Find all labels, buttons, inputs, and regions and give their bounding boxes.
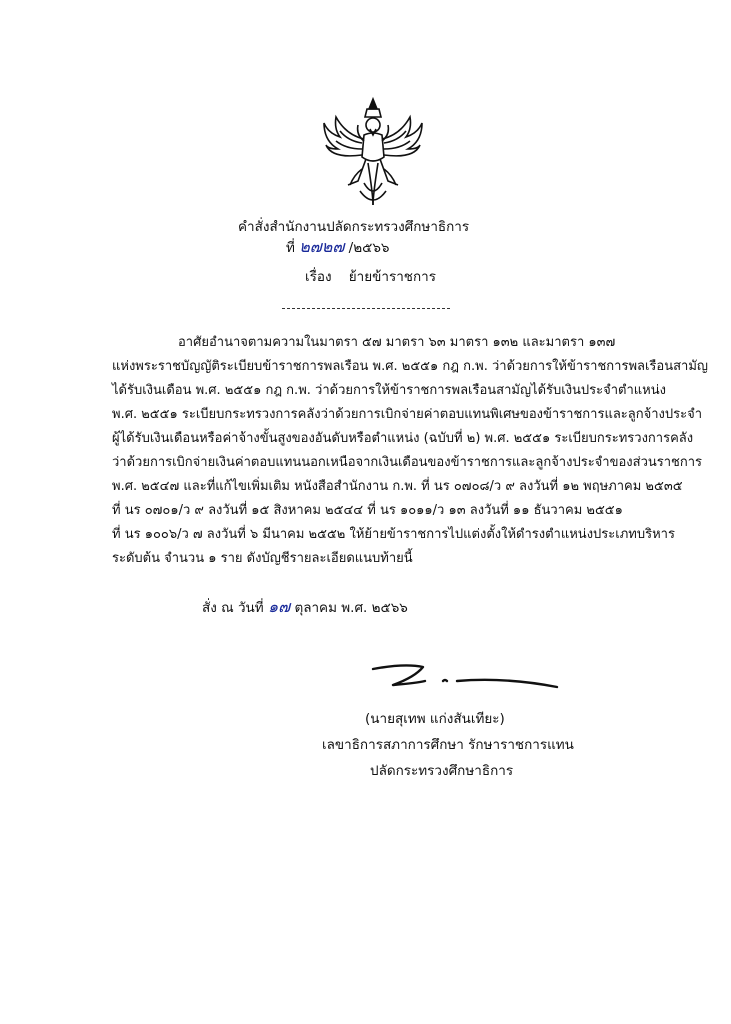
body-line: อาศัยอำนาจตามความในมาตรา ๕๗ มาตรา ๖๓ มาตรา ๑๓๒ และมาตรา ๑๓๗ <box>178 335 616 350</box>
order-number-suffix: /๒๕๖๖ <box>348 240 390 256</box>
order-number-handwritten: ๒๗๒๗ <box>299 237 345 256</box>
body-line: พ.ศ. ๒๕๔๗ และที่แก้ไขเพิ่มเติม หนังสือสำนักงาน ก.พ. ที่ นร ๐๗๐๘/ว ๙ ลงวันที่ ๑๒ พฤษภาคม ๒๕๓๕ <box>112 479 683 494</box>
body-line: แห่งพระราชบัญญัติระเบียบข้าราชการพลเรือน พ.ศ. ๒๕๕๑ กฎ ก.พ. ว่าด้วยการให้ข้าราชการพลเรือนสามัญ <box>112 359 708 374</box>
body-line: ว่าด้วยการเบิกจ่ายเงินค่าตอบแทนนอกเหนือจากเงินเดือนของข้าราชการและลูกจ้างประจำของส่วนราชการ <box>112 455 703 470</box>
signatory-position-2: ปลัดกระทรวงศึกษาธิการ <box>370 763 514 779</box>
date-rest: ตุลาคม พ.ศ. ๒๕๖๖ <box>294 600 408 616</box>
body-line: ได้รับเงินเดือน พ.ศ. ๒๕๕๑ กฎ ก.พ. ว่าด้วยการให้ข้าราชการพลเรือนสามัญได้รับเงินประจำตำแหน่ง <box>112 383 666 398</box>
order-number-prefix: ที่ <box>286 240 295 256</box>
body-line: ที่ นร ๑๐๐๖/ว ๗ ลงวันที่ ๖ มีนาคม ๒๕๕๒ ให้ย้ายข้าราชการไปแต่งตั้งให้ดำรงตำแหน่งประเภทบริหาร <box>112 527 675 542</box>
order-title: คำสั่งสำนักงานปลัดกระทรวงศึกษาธิการ <box>238 219 470 235</box>
body-line: ที่ นร ๐๗๐๑/ว ๙ ลงวันที่ ๑๕ สิงหาคม ๒๕๔๔ ที่ นร ๑๐๑๑/ว ๑๓ ลงวันที่ ๑๑ ธันวาคม ๒๕๕๑ <box>112 503 623 518</box>
garuda-emblem-icon <box>318 95 428 215</box>
order-date <box>202 598 408 617</box>
body-line: ระดับต้น จำนวน ๑ ราย ดังบัญชีรายละเอียดแนบท้ายนี้ <box>112 551 413 566</box>
body-line: พ.ศ. ๒๕๕๑ ระเบียบกระทรวงการคลังว่าด้วยการเบิกจ่ายค่าตอบแทนพิเศษของข้าราชการและลูกจ้างประจำ <box>112 407 703 422</box>
signatory-position-1: เลขาธิการสภาการศึกษา รักษาราชการแทน <box>322 737 574 753</box>
body-line: ผู้ได้รับเงินเดือนหรือค่าจ้างขั้นสูงของอันดับหรือตำแหน่ง (ฉบับที่ ๒) พ.ศ. ๒๕๕๑ ระเบียบกระทรวงการคลัง <box>112 431 694 446</box>
header-divider <box>282 308 450 309</box>
subject-text: ย้ายข้าราชการ <box>348 269 436 285</box>
handwritten-signature <box>365 655 565 705</box>
order-number <box>286 238 389 257</box>
signatory-name: (นายสุเทพ แก่งสันเทียะ) <box>365 711 505 727</box>
subject-label: เรื่อง <box>305 269 332 285</box>
subject-line <box>305 268 436 286</box>
date-day-handwritten: ๑๗ <box>267 597 291 616</box>
date-prefix: สั่ง ณ วันที่ <box>202 600 264 616</box>
